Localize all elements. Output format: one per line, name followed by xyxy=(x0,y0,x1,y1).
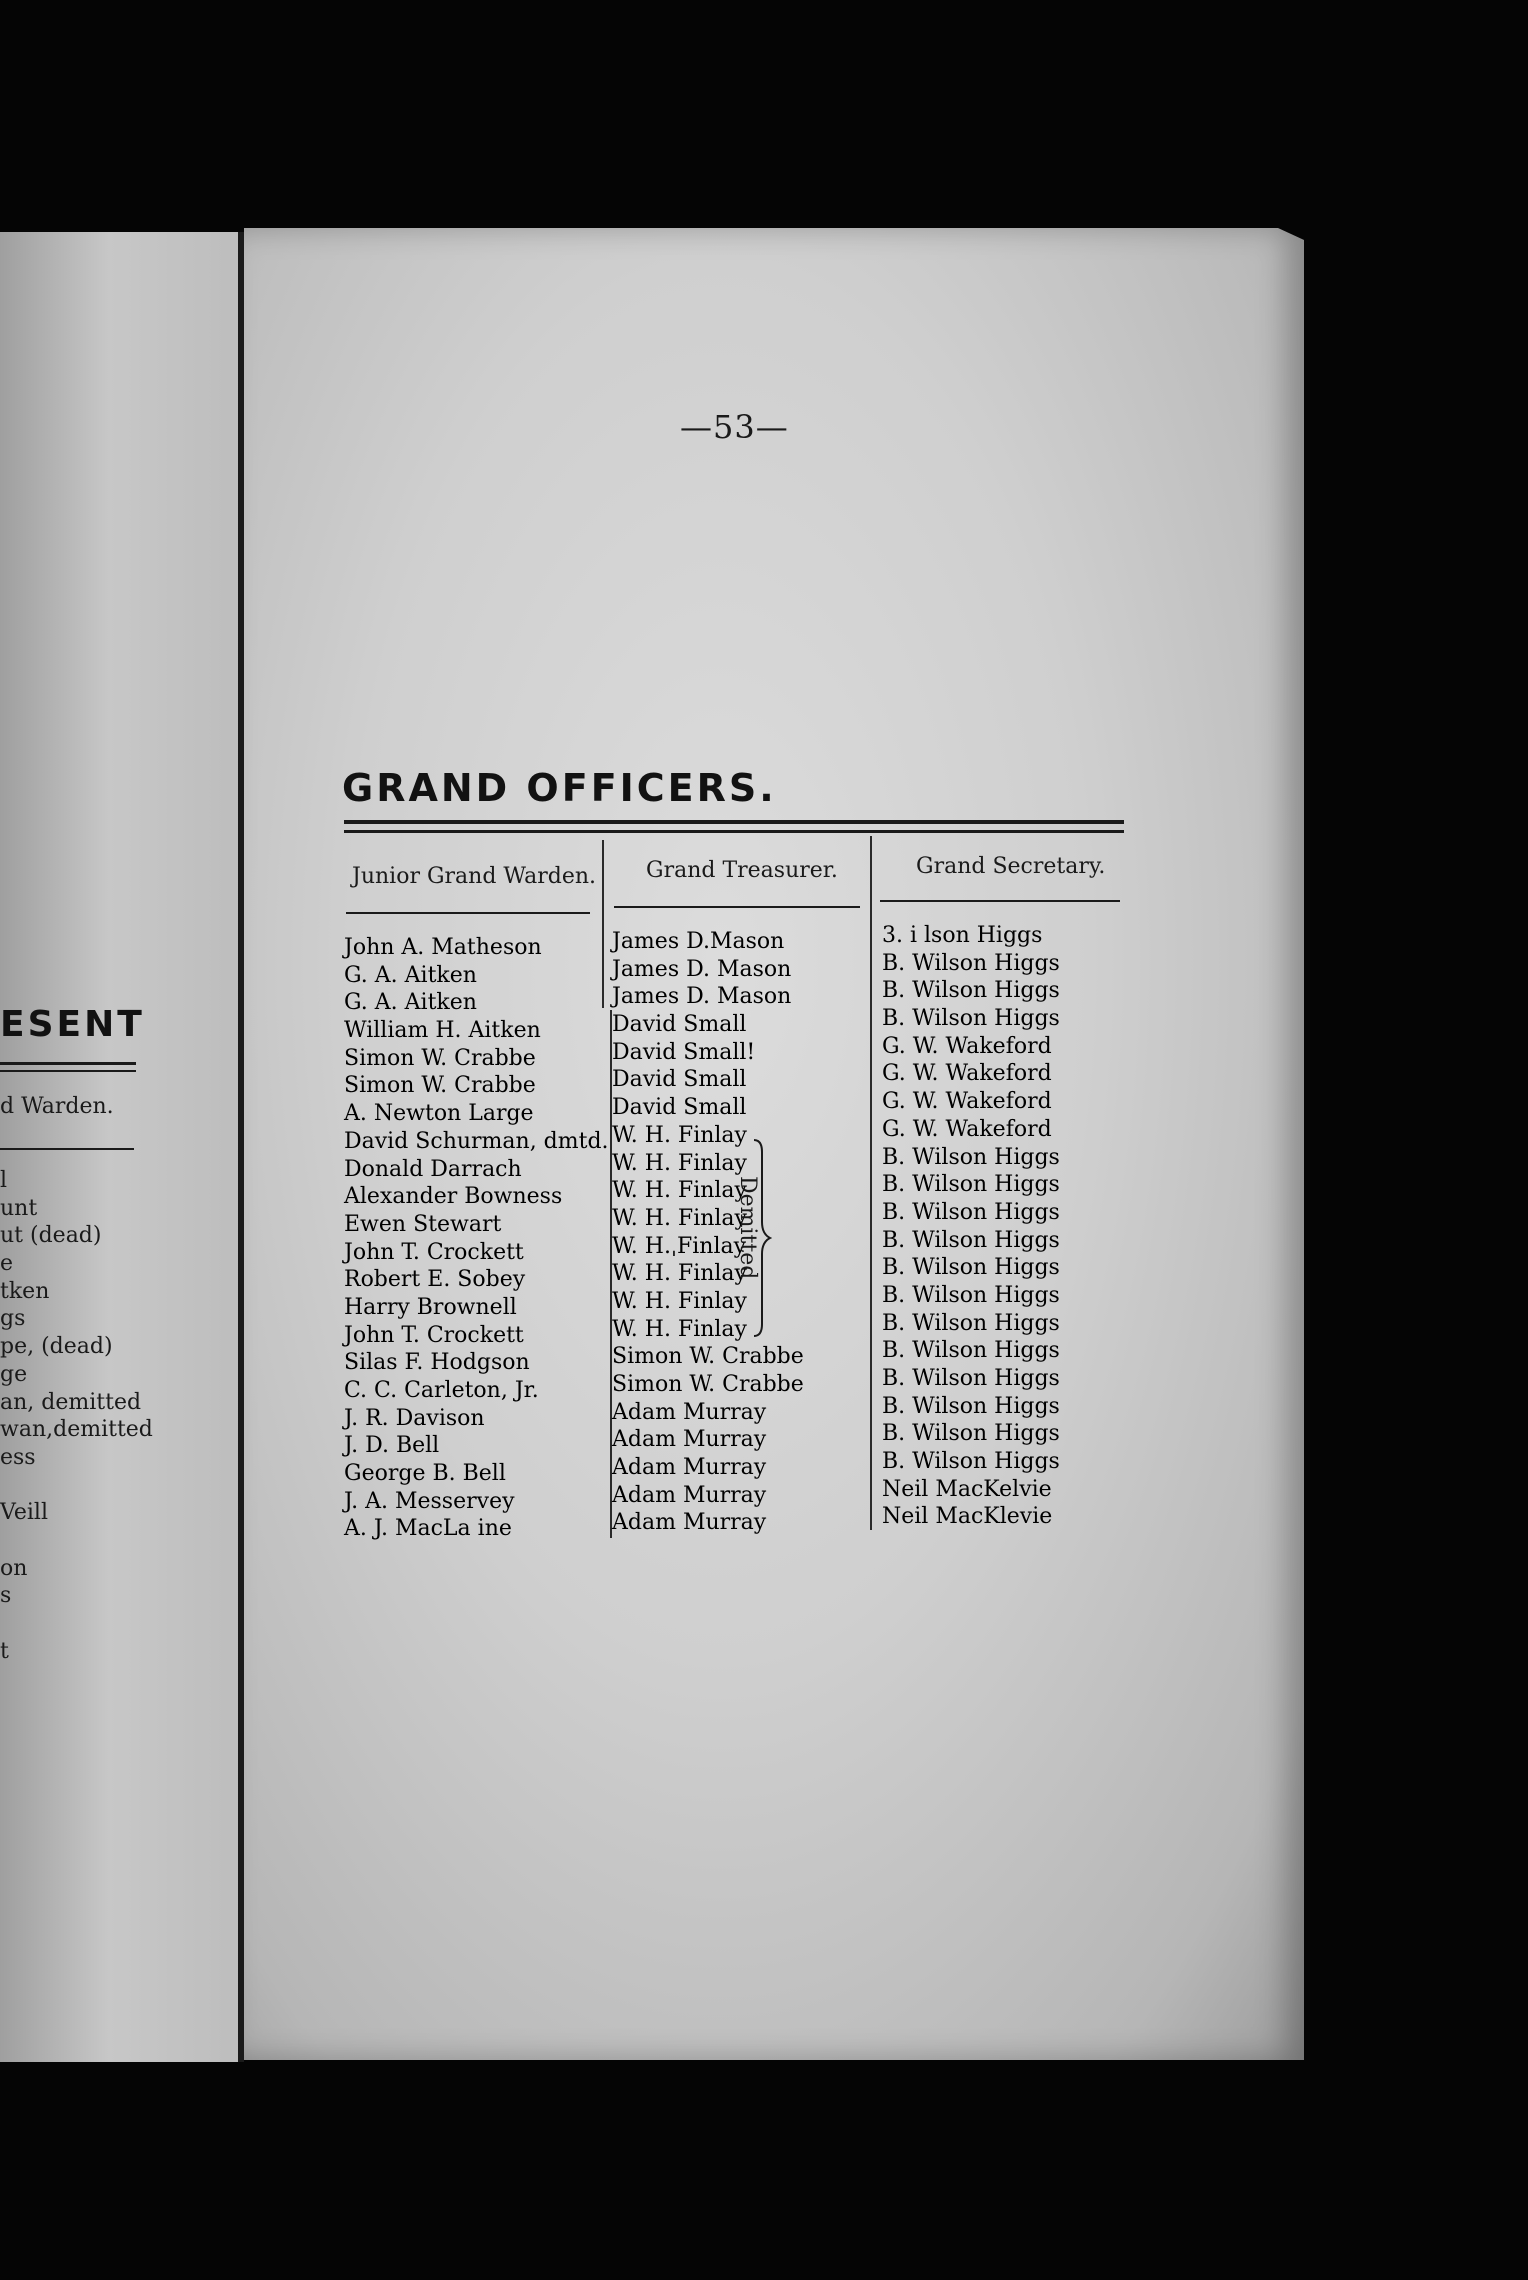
header-underline-junior-grand-warden xyxy=(346,912,590,914)
column-separator-2 xyxy=(870,836,872,1530)
table-cell-junior-grand-warden: G. A. Aitken xyxy=(344,990,477,1016)
left-page-row-fragment: on xyxy=(0,1555,28,1581)
left-facing-page xyxy=(0,232,242,2062)
table-cell-grand-secretary: B. Wilson Higgs xyxy=(882,1006,1060,1032)
table-cell-grand-treasurer: Adam Murray xyxy=(612,1510,767,1536)
left-page-row-fragment: e xyxy=(0,1251,14,1277)
table-cell-grand-treasurer: Adam Murray xyxy=(612,1427,767,1453)
table-cell-grand-secretary: Neil MacKlevie xyxy=(882,1504,1053,1530)
table-cell-grand-treasurer: James D. Mason xyxy=(612,956,792,982)
left-page-row-fragment xyxy=(0,1473,153,1501)
table-cell-grand-treasurer: Adam Murray xyxy=(612,1399,767,1425)
left-page-row-fragment xyxy=(0,1528,153,1556)
table-cell-grand-secretary: B. Wilson Higgs xyxy=(882,1199,1060,1225)
page-number: —53— xyxy=(680,408,789,446)
table-cell-grand-secretary: B. Wilson Higgs xyxy=(882,1144,1060,1170)
left-page-row-fragment: ess xyxy=(0,1444,36,1470)
table-cell-grand-secretary: G. W. Wakeford xyxy=(882,1089,1052,1115)
table-cell-grand-treasurer: W. H. Finlay xyxy=(612,1261,747,1287)
table-cell-junior-grand-warden: Simon W. Crabbe xyxy=(344,1045,536,1071)
table-cell-grand-treasurer: W. H. Finlay xyxy=(612,1288,747,1314)
left-page-row-fragment: l xyxy=(0,1168,8,1193)
heading-rule-bottom xyxy=(344,830,1124,833)
left-page-row-fragment: an, demitted xyxy=(0,1389,142,1415)
header-underline-grand-treasurer xyxy=(614,906,860,908)
table-cell-grand-treasurer: W. H. Finlay xyxy=(612,1150,747,1176)
table-cell-grand-treasurer: James D. Mason xyxy=(612,984,792,1010)
table-cell-grand-secretary: B. Wilson Higgs xyxy=(882,1227,1060,1253)
table-cell-grand-treasurer: W. H. Finlay xyxy=(612,1178,747,1204)
table-cell-junior-grand-warden: C. C. Carleton, Jr. xyxy=(344,1378,539,1403)
left-page-row-fragment: tken xyxy=(0,1278,50,1304)
left-page-row-fragment: pe, (dead) xyxy=(0,1334,113,1360)
left-page-row-fragment: gs xyxy=(0,1306,26,1332)
table-cell-grand-treasurer: Adam Murray xyxy=(612,1455,767,1481)
table-cell-junior-grand-warden: Robert E. Sobey xyxy=(344,1267,526,1293)
table-cell-grand-secretary: B. Wilson Higgs xyxy=(882,1172,1060,1198)
book-spine xyxy=(238,232,244,2062)
column-header-grand-treasurer: Grand Treasurer. xyxy=(646,858,838,883)
table-cell-junior-grand-warden: Simon W. Crabbe xyxy=(344,1073,536,1099)
table-cell-junior-grand-warden: Alexander Bowness xyxy=(344,1184,563,1210)
table-cell-junior-grand-warden: David Schurman, dmtd. xyxy=(344,1128,609,1154)
table-cell-grand-secretary: G. W. Wakeford xyxy=(882,1033,1052,1059)
table-cell-grand-treasurer: David Small xyxy=(612,1067,747,1093)
table-cell-grand-treasurer: W. H. Finlay xyxy=(612,1205,747,1231)
table-cell-junior-grand-warden: William H. Aitken xyxy=(344,1018,541,1044)
left-page-row-fragment: ge xyxy=(0,1361,28,1387)
junior-grand-warden-column xyxy=(344,934,609,1543)
table-cell-grand-secretary: B. Wilson Higgs xyxy=(882,1393,1060,1419)
table-cell-junior-grand-warden: J. D. Bell xyxy=(344,1433,440,1459)
left-page-row-fragment: t xyxy=(0,1638,9,1664)
table-cell-grand-secretary: B. Wilson Higgs xyxy=(882,1310,1060,1336)
table-cell-grand-secretary: G. W. Wakeford xyxy=(882,1116,1052,1142)
heading-rule-top xyxy=(344,820,1124,824)
left-heading-rule-2 xyxy=(0,1070,136,1072)
page-title: GRAND OFFICERS. xyxy=(342,766,777,810)
left-page-row-fragment: wan,demitted xyxy=(0,1417,153,1443)
left-page-row-fragment: ut (dead) xyxy=(0,1223,102,1249)
left-header-underline xyxy=(0,1148,134,1150)
left-page-row-fragment xyxy=(0,1611,153,1639)
table-cell-grand-secretary: B. Wilson Higgs xyxy=(882,950,1060,976)
table-cell-junior-grand-warden: John T. Crockett xyxy=(344,1322,524,1348)
table-cell-junior-grand-warden: John A. Matheson xyxy=(344,935,542,960)
table-cell-grand-treasurer: W. H. Finlay xyxy=(612,1316,747,1342)
table-cell-grand-treasurer: W. H.ˌFinlay xyxy=(612,1233,747,1259)
table-cell-junior-grand-warden: Ewen Stewart xyxy=(344,1211,502,1237)
table-cell-grand-treasurer: W. H. Finlay xyxy=(612,1122,747,1148)
table-cell-grand-treasurer: Adam Murray xyxy=(612,1482,767,1508)
header-underline-grand-secretary xyxy=(880,900,1120,902)
table-cell-junior-grand-warden: George B. Bell xyxy=(344,1461,506,1487)
table-cell-grand-secretary: B. Wilson Higgs xyxy=(882,1449,1060,1475)
table-cell-grand-secretary: G. W. Wakeford xyxy=(882,1061,1052,1087)
left-column-header-fragment: d Warden. xyxy=(0,1094,114,1119)
left-heading-rule xyxy=(0,1062,136,1065)
table-cell-junior-grand-warden: Harry Brownell xyxy=(344,1294,517,1320)
left-page-heading-fragment: ESENT xyxy=(0,1004,145,1045)
left-page-row-fragment: Veill xyxy=(0,1500,48,1526)
grand-secretary-column xyxy=(882,922,1060,1531)
table-cell-grand-secretary: B. Wilson Higgs xyxy=(882,978,1060,1004)
table-cell-grand-treasurer: David Small xyxy=(612,1095,747,1121)
table-cell-junior-grand-warden: Donald Darrach xyxy=(344,1156,522,1182)
left-page-name-fragments xyxy=(0,1168,153,1666)
table-cell-grand-secretary: B. Wilson Higgs xyxy=(882,1255,1060,1281)
column-header-junior-grand-warden: Junior Grand Warden. xyxy=(352,864,596,889)
left-page-row-fragment: s xyxy=(0,1583,12,1609)
table-cell-junior-grand-warden: J. R. Davison xyxy=(344,1405,485,1431)
table-cell-grand-treasurer: Simon W. Crabbe xyxy=(612,1344,804,1370)
table-cell-grand-secretary: 3. i lson Higgs xyxy=(882,923,1043,948)
demitted-note: Demitted xyxy=(735,1176,760,1280)
table-cell-grand-secretary: Neil MacKelvie xyxy=(882,1476,1052,1502)
table-cell-grand-treasurer: James D.Mason xyxy=(612,929,785,954)
grand-treasurer-column xyxy=(612,928,804,1537)
left-page-row-fragment: unt xyxy=(0,1195,38,1221)
table-cell-grand-secretary: B. Wilson Higgs xyxy=(882,1366,1060,1391)
table-cell-grand-secretary: B. Wilson Higgs xyxy=(882,1282,1060,1308)
table-cell-grand-treasurer: David Small xyxy=(612,1012,747,1038)
table-cell-grand-secretary: B. Wilson Higgs xyxy=(882,1421,1060,1447)
table-cell-junior-grand-warden: G. A. Aitken xyxy=(344,962,477,988)
table-cell-grand-secretary: B. Wilson Higgs xyxy=(882,1338,1060,1364)
table-cell-junior-grand-warden: John T. Crockett xyxy=(344,1239,524,1265)
table-cell-junior-grand-warden: A. Newton Large xyxy=(344,1101,534,1127)
table-cell-grand-treasurer: David Small! xyxy=(612,1039,756,1065)
table-cell-junior-grand-warden: J. A. Messervey xyxy=(344,1488,515,1514)
table-cell-junior-grand-warden: Silas F. Hodgson xyxy=(344,1350,530,1376)
table-cell-grand-treasurer: Simon W. Crabbe xyxy=(612,1372,804,1397)
column-header-grand-secretary: Grand Secretary. xyxy=(916,854,1106,879)
table-cell-junior-grand-warden: A. J. MacLa ine xyxy=(344,1516,512,1542)
